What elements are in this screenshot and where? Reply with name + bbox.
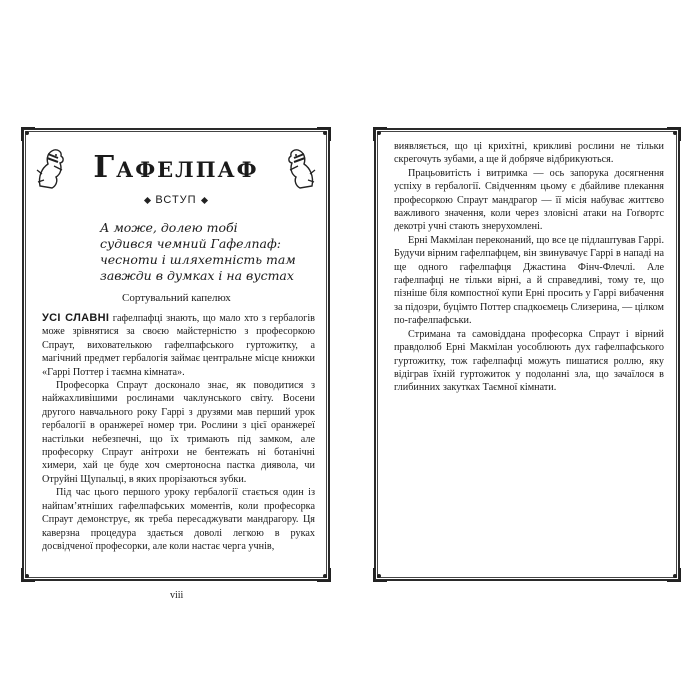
right-page <box>374 128 680 581</box>
paragraph: Під час цього першого уроку гербалогії стається один із найпам’ятніших гафелпафських моментів, коли професорка Спраут демонструє, як треба пересаджувати мандрагору. Ця каверзна процедура здається доволі легкою в руках досвідченої професорки, але коли настає черга учнів, <box>42 487 315 552</box>
paragraph: виявляється, що ці крихітні, крикливі рослини не тільки скрегочуть зубами, а ще й добряче відбрикуються. <box>394 141 664 166</box>
badger-icon <box>284 146 318 190</box>
left-page <box>22 128 330 581</box>
diamond-icon <box>201 197 208 204</box>
corner-ornament-icon <box>317 127 331 141</box>
corner-ornament-icon <box>317 568 331 582</box>
corner-ornament-icon <box>21 127 35 141</box>
page-number: viii <box>170 590 184 601</box>
section-label: ВСТУП <box>155 194 197 206</box>
section-heading <box>24 194 328 206</box>
paragraph-text: гафелпафці знають, що мало хто з гербалогів може зрівнятися за своєю майстерністю з професоркою Спраут, вихователькою гафелпафського гуртожитку, а магічний предмет гербалогія займає центральне місце книжки «Гаррі Поттер і таємна кімната». <box>42 313 315 378</box>
paragraph: Працьовитість і витримка — ось запорука досягнення успіху в гербалогії. Свідченням цьому є дбайливе плекання професоркою Спраут мандрагор — її місія набуває життєво важливого значення, коли через зловісні атаки на Гоґвортс декотрі учні стають знерухомлені. <box>394 167 664 233</box>
page-header <box>24 144 328 192</box>
lead-words: УСІ СЛАВНІ <box>42 312 110 324</box>
corner-ornament-icon <box>373 127 387 141</box>
corner-ornament-icon <box>667 568 681 582</box>
paragraph <box>42 312 315 379</box>
page-title: Гафелпаф <box>93 150 259 185</box>
epigraph-source: Сортувальний капелюх <box>122 292 231 304</box>
corner-ornament-icon <box>21 568 35 582</box>
epigraph-line: завжди в думках і на вустах <box>100 268 294 283</box>
epigraph-line: чесноти і шляхетність там <box>100 252 296 267</box>
corner-ornament-icon <box>667 127 681 141</box>
paragraph: Стримана та самовіддана професорка Спраут і вірний правдолюб Ерні Макмілан уособлюють дух гафелпафського гуртожитку, тож гафелпафці можуть пишатися роллю, яку відіграв їхній гуртожиток у подоланні зла, що зачаїлося в глибинних закутках Таємної кімнати. <box>394 328 664 394</box>
diamond-icon <box>144 197 151 204</box>
left-body-text <box>42 312 315 553</box>
right-body-text <box>394 140 664 395</box>
paragraph: Професорка Спраут досконало знає, як поводитися з найжахливішими рослинами чаклунського світу. Восени другого навчального року Гаррі з друзями мав перший урок гербалогії в оранжереї номер три. Рослини з цієї оранжереї настільки небезпечні, що їх тримають під замком, але професорку Спраут анітрохи не бентежать ні ботанічні химери, хай це буде хоч смертоносна пастка диявола, чи Отруйні Щупальці, в яких прорізаються зубки. <box>42 380 315 485</box>
epigraph <box>100 220 300 284</box>
epigraph-line: судився чемний Гафелпаф: <box>100 236 281 251</box>
epigraph-line: А може, долею тобі <box>100 220 238 235</box>
corner-ornament-icon <box>373 568 387 582</box>
paragraph: Ерні Макмілан переконаний, що все це підлаштував Гаррі. Будучи вірним гафелпафцем, він звинувачує Гаррі в нападі на ще одного гафелпафця Джастина Фінч-Флечлі. Але гафелпафці не тільки вірні, а й справедливі, тому те, що пізніше біля компостної купи Ерні просить у Гаррі вибачення за підозри, буцімто Поттер спадкоємець Слизерина, — цілком по-гафелпафськи. <box>394 234 664 327</box>
